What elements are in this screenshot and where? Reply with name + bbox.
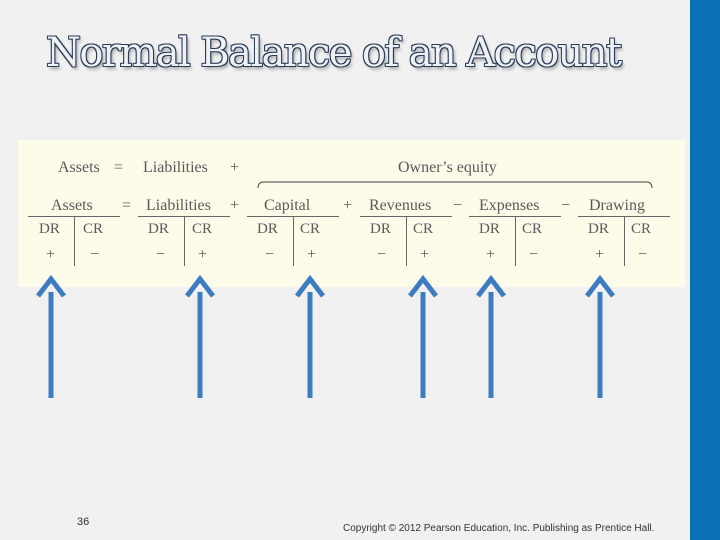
cr-sign: +	[198, 246, 208, 263]
arrow-liabilities-cr	[187, 279, 213, 398]
equation-equals: =	[114, 159, 124, 176]
cr-label: CR	[192, 221, 213, 237]
cr-sign: +	[420, 246, 430, 263]
copyright-notice: Copyright © 2012 Pearson Education, Inc. Publishing as Prentice Hall.	[343, 523, 655, 534]
dr-label: DR	[257, 221, 278, 237]
cr-sign: −	[529, 246, 539, 263]
account-name-revenues: Revenues	[369, 197, 432, 214]
cr-sign: +	[307, 246, 317, 263]
dr-label: DR	[588, 221, 609, 237]
arrow-drawing-dr	[587, 279, 613, 398]
expanded-equals: =	[122, 197, 132, 214]
dr-label: DR	[370, 221, 391, 237]
dr-sign: −	[265, 246, 275, 263]
cr-sign: −	[90, 246, 100, 263]
account-name-drawing: Drawing	[589, 197, 645, 214]
dr-sign: −	[377, 246, 387, 263]
cr-label: CR	[522, 221, 543, 237]
equation-plus: +	[230, 159, 240, 176]
arrow-expenses-dr	[478, 279, 504, 398]
dr-label: DR	[39, 221, 60, 237]
slide-title: Normal Balance of an Account	[46, 30, 621, 76]
expanded-minus-1: −	[453, 197, 463, 214]
equation-liabilities: Liabilities	[143, 159, 208, 176]
cr-label: CR	[413, 221, 434, 237]
account-name-assets: Assets	[51, 197, 93, 214]
expanded-minus-2: −	[561, 197, 571, 214]
cr-label: CR	[300, 221, 321, 237]
account-name-capital: Capital	[264, 197, 311, 214]
slide-number: 36	[77, 516, 90, 528]
dr-sign: −	[156, 246, 166, 263]
dr-sign: +	[486, 246, 496, 263]
cr-label: CR	[631, 221, 652, 237]
account-name-expenses: Expenses	[479, 197, 540, 214]
arrow-revenues-cr	[410, 279, 436, 398]
dr-sign: +	[46, 246, 56, 263]
equation-owners-equity: Owner’s equity	[398, 159, 497, 176]
dr-label: DR	[148, 221, 169, 237]
arrow-capital-cr	[297, 279, 323, 398]
account-name-liabilities: Liabilities	[146, 197, 211, 214]
cr-label: CR	[83, 221, 104, 237]
expanded-plus-1: +	[230, 197, 240, 214]
equation-assets: Assets	[58, 159, 100, 176]
cr-sign: −	[638, 246, 648, 263]
arrow-assets-dr	[38, 279, 64, 398]
expanded-plus-2: +	[343, 197, 353, 214]
dr-sign: +	[595, 246, 605, 263]
dr-label: DR	[479, 221, 500, 237]
